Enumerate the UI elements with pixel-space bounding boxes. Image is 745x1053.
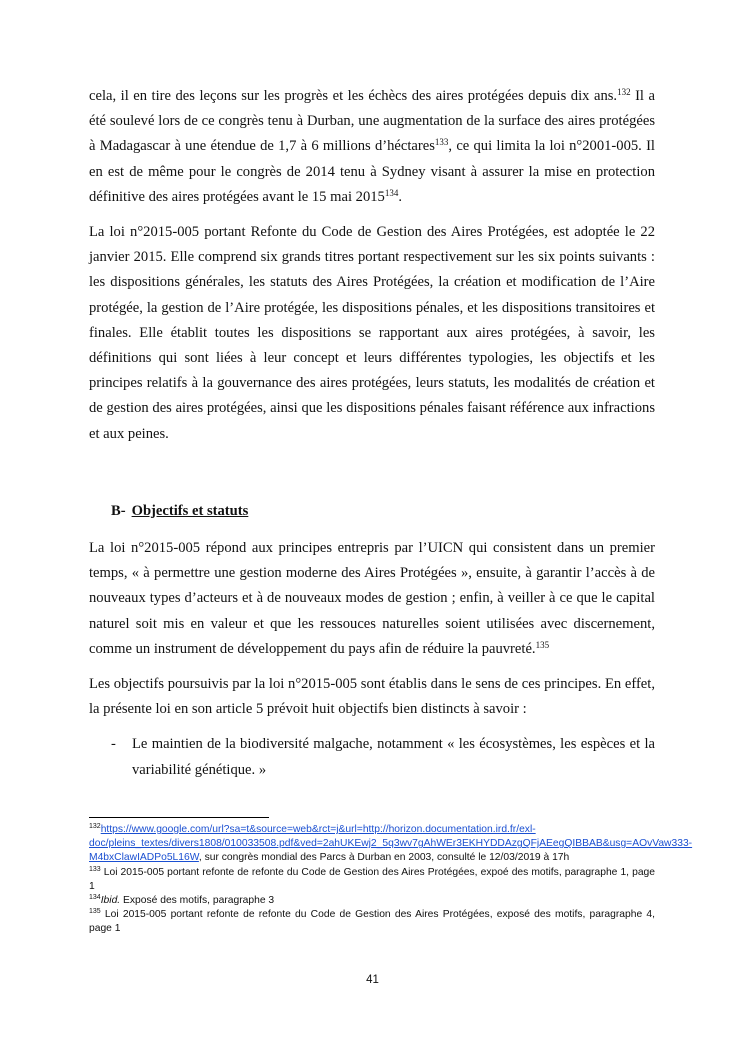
footnote-135 bbox=[89, 908, 655, 936]
footnote-number: 133 bbox=[89, 865, 101, 873]
body-text bbox=[89, 84, 655, 783]
footnote-ref-134[interactable]: 134 bbox=[384, 187, 399, 198]
footnote-ref-133[interactable]: 133 bbox=[434, 137, 449, 148]
paragraph-durban-congress bbox=[89, 84, 655, 210]
paragraph-text: Il a été soulevé lors de ce congrès tenu à Durban, une augmentation de la surface des aires protégées à Madagascar à une étendue de 1,7 à 6 millions d’héctares bbox=[89, 88, 655, 155]
paragraph-text: , ce qui limita la loi n°2001-005. Il en est de même pour le congrès de 2014 tenu à Sydney visant à assurer la mise en protection définitive des aires protégées avant le 15 mai 2015 bbox=[89, 138, 655, 205]
footnote-ref-132[interactable]: 132 bbox=[617, 87, 631, 97]
section-title: Objectifs et statuts bbox=[131, 502, 249, 519]
footnote-ref-135[interactable]: 135 bbox=[535, 639, 550, 650]
footnote-separator bbox=[89, 817, 269, 818]
footnote-133 bbox=[89, 866, 655, 894]
footnote-text: Exposé des motifs, paragraphe 3 bbox=[120, 895, 275, 907]
footnote-text: Loi 2015-005 portant refonte de refonte du Code de Gestion des Aires Protégées, expoé des motifs, paragraphe 1, page 1 bbox=[89, 866, 655, 892]
section-marker: B- bbox=[111, 502, 126, 519]
list-dash: - bbox=[111, 736, 116, 753]
page-number: 41 bbox=[366, 974, 379, 986]
paragraph-text: . bbox=[398, 188, 402, 205]
footnote-132 bbox=[89, 823, 693, 866]
footnote-number: 134 bbox=[89, 894, 101, 902]
footnote-134 bbox=[89, 894, 655, 908]
footnote-link[interactable]: https://www.google.com/url?sa=t&source=web&rct=j&url=http://horizon.documentation.ird.fr/exl-doc/pleins_textes/divers1808/010033508.pdf&ved=2ahUKEwj2_5q3wv7gAhWEr3EKHYDDAzgQFjAEegQIBBAB&usg=AOvVaw333-M4bxClawIADPo5L16W bbox=[89, 824, 693, 864]
list-item-text: Le maintien de la biodiversité malgache, notamment « les écosystèmes, les espèces et la variabilité génétique. » bbox=[132, 736, 655, 778]
paragraph-text: La loi n°2015-005 répond aux principes entrepris par l’UICN qui consistent dans un premier temps, « à permettre une gestion moderne des Aires Protégées », ensuite, à garantir l’accès à de nouveaux types d’acteurs et à de nouveaux modes de gestion ; enfin, à veiller à ce que le capital naturel soit mis en valeur et que les ressouces naturelles soient utilisées avec discernement, comme un instrument de développement du pays afin de réduire la pauvreté. bbox=[89, 540, 655, 657]
footnote-number: 132 bbox=[89, 823, 101, 830]
footnote-text: , sur congrès mondial des Parcs à Durban en 2003, consulté le 12/03/2019 à 17h bbox=[198, 852, 570, 864]
section-heading bbox=[89, 499, 655, 524]
footnote-text: Loi 2015-005 portant refonte de refonte du Code de Gestion des Aires Protégées, exposé des motifs, paragraphe 4, page 1 bbox=[89, 909, 655, 935]
paragraph-loi-2015-005: La loi n°2015-005 portant Refonte du Code de Gestion des Aires Protégées, est adoptée le 22 janvier 2015. Elle comprend six grands titres portant respectivement sur les six points suivants : les dispositions générales, les statuts des Aires Protégées, la création et modification de l’Aire protégée, la gestion de l’Aire protégée, les dispositions pénales, et les dispositions transitoires et finales. Elle établit toutes les dispositions se rapportant aux aires protégées, à savoir, les définitions qui sont liées à leur concept et leurs différentes typologies, les objectifs et les principes relatifs à la gouvernance des aires protégées, leurs statuts, les modalités de création et de gestion des aires protégées, ainsi que les dispositions pénales faisant référence aux infractions et aux peines. bbox=[89, 224, 655, 442]
footnote-ibid: Ibid. bbox=[100, 895, 121, 907]
list-item bbox=[89, 732, 655, 782]
paragraph-objectives: Les objectifs poursuivis par la loi n°2015-005 sont établis dans le sens de ces principes. En effet, la présente loi en son article 5 prévoit huit objectifs bien distincts à savoir : bbox=[89, 676, 655, 718]
paragraph-uicn-principles bbox=[89, 536, 655, 662]
paragraph-text: cela, il en tire des leçons sur les progrès et les échècs des aires protégées depuis dix ans. bbox=[89, 88, 618, 104]
footnote-number: 135 bbox=[89, 908, 101, 916]
footnotes bbox=[89, 823, 693, 937]
